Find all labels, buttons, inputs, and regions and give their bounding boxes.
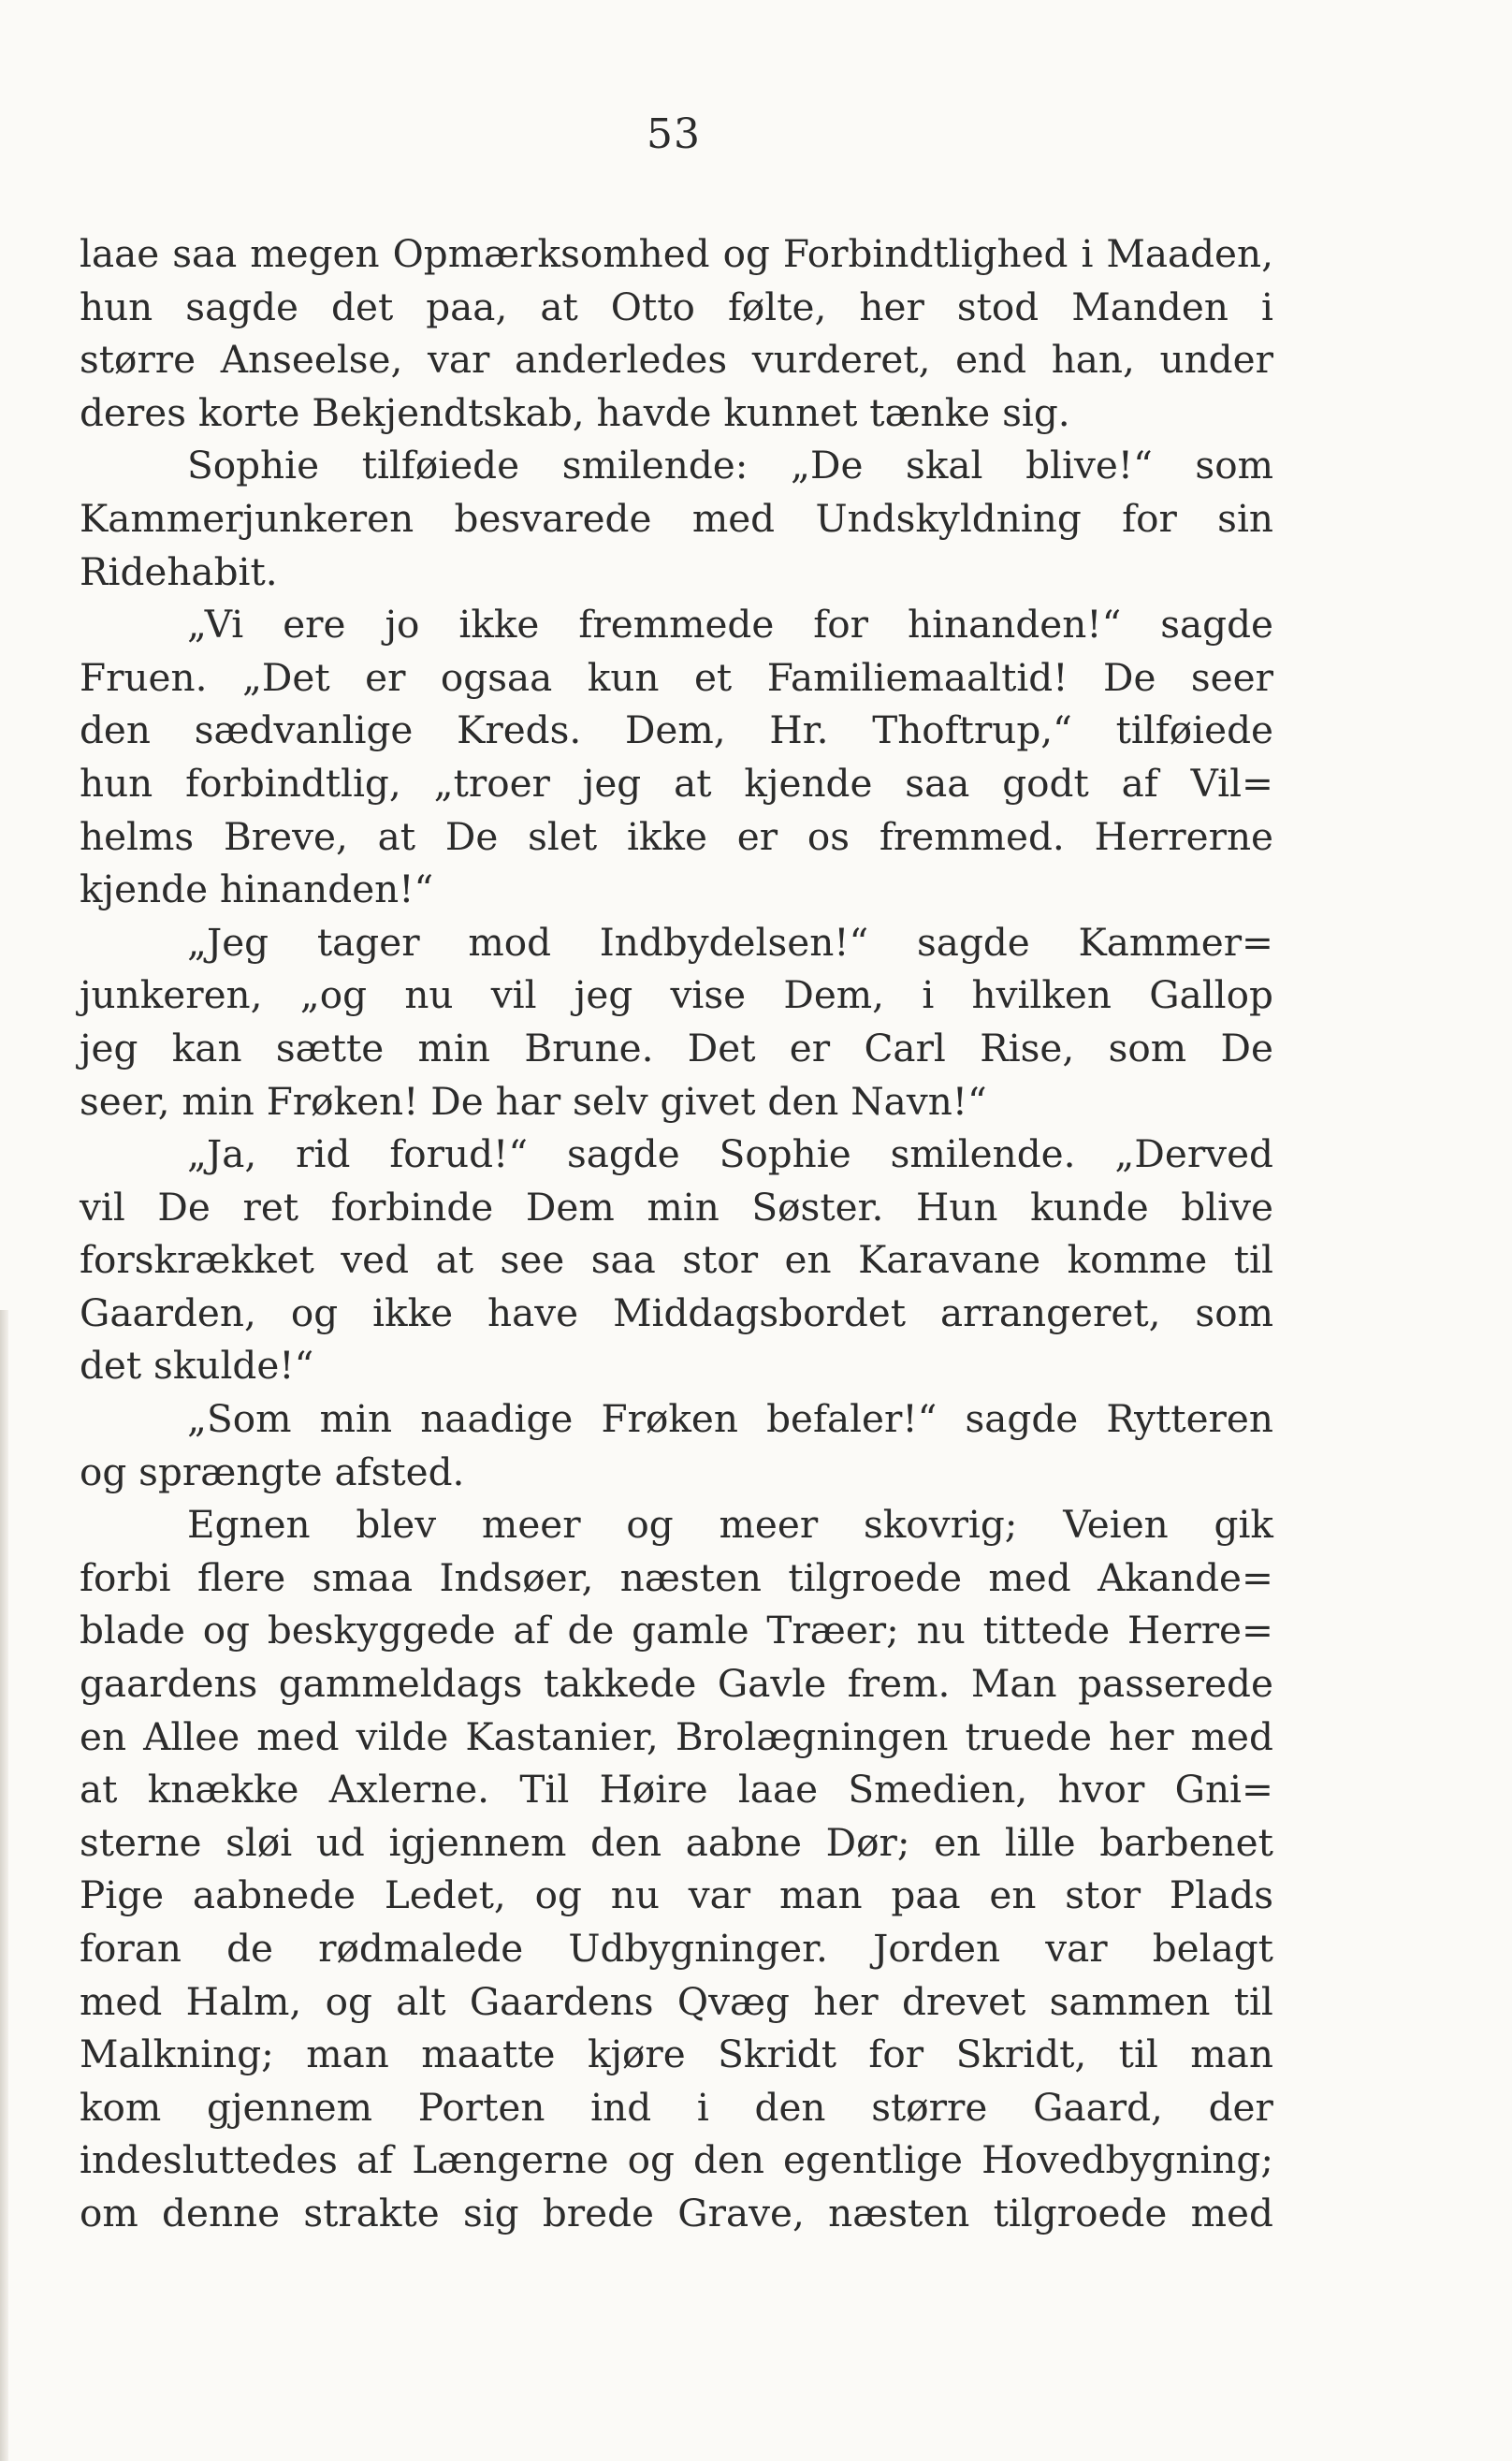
text-line: indesluttedes af Længerne og den egentlige Hovedbygning;: [80, 2137, 1273, 2183]
text-line: seer, min Frøken! De har selv givet den Navn!“: [80, 1078, 987, 1124]
page-edge-shadow: [0, 1310, 8, 2461]
text-line: Pige aabnede Ledet, og nu var man paa en stor Plads: [80, 1872, 1273, 1918]
text-line: en Allee med vilde Kastanier, Brolægningen truede her med: [80, 1713, 1273, 1759]
text-line: større Anseelse, var anderledes vurderet, end han, under: [80, 337, 1273, 383]
text-line: hun sagde det paa, at Otto følte, her stod Manden i: [80, 284, 1273, 329]
text-line: at knække Axlerne. Til Høire laae Smedien, hvor Gni=: [80, 1767, 1273, 1813]
text-line: og sprængte afsted.: [80, 1449, 465, 1494]
text-line: Sophie tilføiede smilende: „De skal blive!“ som: [187, 443, 1273, 488]
text-line: forbi flere smaa Indsøer, næsten tilgroede med Akande=: [80, 1554, 1273, 1600]
text-line: junkeren, „og nu vil jeg vise Dem, i hvilken Gallop: [80, 972, 1273, 1018]
text-line: om denne strakte sig brede Grave, næsten tilgroede med: [80, 2190, 1273, 2235]
text-line: Fruen. „Det er ogsaa kun et Familiemaaltid! De seer: [80, 654, 1273, 700]
text-line: det skulde!“: [80, 1343, 314, 1389]
text-line: deres korte Bekjendtskab, havde kunnet tænke sig.: [80, 389, 1070, 435]
text-line: med Halm, og alt Gaardens Qvæg her drevet sammen til: [80, 1978, 1273, 2024]
text-line: Gaarden, og ikke have Middagsbordet arrangeret, som: [80, 1289, 1273, 1335]
text-line: forskrækket ved at see saa stor en Karavane komme til: [80, 1237, 1273, 1283]
page-number: 53: [647, 110, 701, 158]
text-line: vil De ret forbinde Dem min Søster. Hun kunde blive: [80, 1184, 1273, 1230]
text-line: Egnen blev meer og meer skovrig; Veien gik: [187, 1502, 1273, 1548]
text-line: kjende hinanden!“: [80, 866, 434, 912]
text-line: „Jeg tager mod Indbydelsen!“ sagde Kammer=: [187, 919, 1273, 965]
text-line: Ridehabit.: [80, 548, 278, 594]
text-line: den sædvanlige Kreds. Dem, Hr. Thoftrup,“ tilføiede: [80, 707, 1273, 753]
text-line: jeg kan sætte min Brune. Det er Carl Rise, som De: [80, 1025, 1273, 1070]
text-line: „Vi ere jo ikke fremmede for hinanden!“ sagde: [187, 602, 1273, 648]
text-line: foran de rødmalede Udbygninger. Jorden var belagt: [80, 1926, 1273, 1971]
text-line: blade og beskyggede af de gamle Træer; nu tittede Herre=: [80, 1608, 1273, 1653]
text-line: sterne sløi ud igjennem den aabne Dør; en lille barbenet: [80, 1819, 1273, 1865]
body-text: [80, 227, 1273, 2240]
text-line: „Ja, rid forud!“ sagde Sophie smilende. „Derved: [187, 1131, 1273, 1177]
text-line: hun forbindtlig, „troer jeg at kjende saa godt af Vil=: [80, 760, 1273, 806]
text-line: gaardens gammeldags takkede Gavle frem. Man passerede: [80, 1661, 1273, 1707]
text-line: Malkning; man maatte kjøre Skridt for Skridt, til man: [80, 2031, 1273, 2077]
text-line: helms Breve, at De slet ikke er os fremmed. Herrerne: [80, 813, 1273, 859]
text-line: „Som min naadige Frøken befaler!“ sagde Rytteren: [187, 1396, 1273, 1442]
text-line: Kammerjunkeren besvarede med Undskyldning for sin: [80, 495, 1273, 541]
text-line: kom gjennem Porten ind i den større Gaard, der: [80, 2084, 1273, 2130]
text-line: laae saa megen Opmærksomhed og Forbindtlighed i Maaden,: [80, 231, 1273, 276]
